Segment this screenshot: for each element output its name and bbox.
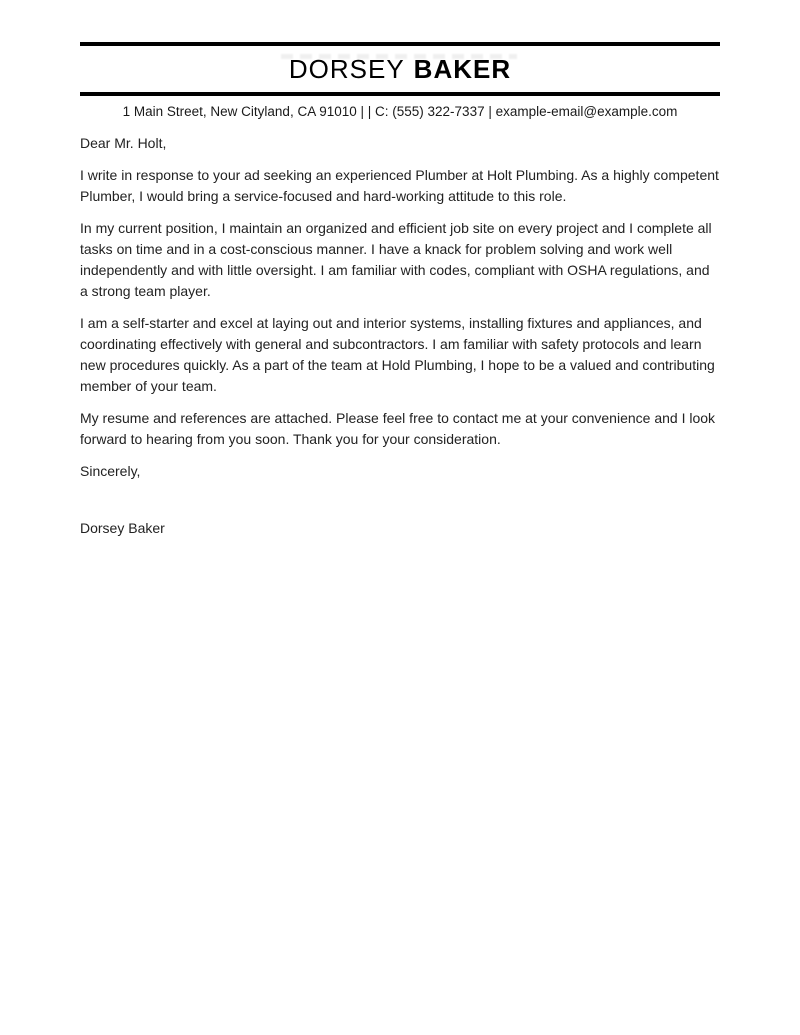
title-first-name: DORSEY	[288, 54, 405, 84]
body-paragraph-1: I write in response to your ad seeking an experienced Plumber at Holt Plumbing. As a highly competent Plumber, I would bring a service-focused and hard-working attitude to this role.	[80, 167, 719, 204]
letter-body	[80, 120, 720, 539]
page-title	[80, 46, 720, 92]
title-last-name: BAKER	[413, 54, 512, 84]
contact-line: 1 Main Street, New Cityland, CA 91010 | | C: (555) 322-7337 | example-email@example.com	[122, 104, 678, 119]
letter-content	[80, 42, 720, 539]
closing: Sincerely,	[80, 463, 141, 479]
body-paragraph-3: I am a self-starter and excel at laying out and interior systems, installing fixtures and appliances, and coordinating effectively with general and subcontractors. I am familiar with safety protocols and learn new procedures quickly. As a part of the team at Hold Plumbing, I hope to be a valued and contributing member of your team.	[80, 315, 715, 394]
body-paragraph-2: In my current position, I maintain an organized and efficient job site on every project and I complete all tasks on time and in a cost-conscious manner. I have a knack for problem solving and work well independently and with little oversight. I am familiar with codes, compliant with OSHA regulations, and a strong team player.	[80, 220, 712, 299]
signature-name: Dorsey Baker	[80, 520, 165, 536]
body-paragraph-4: My resume and references are attached. Please feel free to contact me at your convenience and I look forward to hearing from you soon. Thank you for your consideration.	[80, 410, 716, 447]
salutation: Dear Mr. Holt,	[80, 135, 167, 151]
